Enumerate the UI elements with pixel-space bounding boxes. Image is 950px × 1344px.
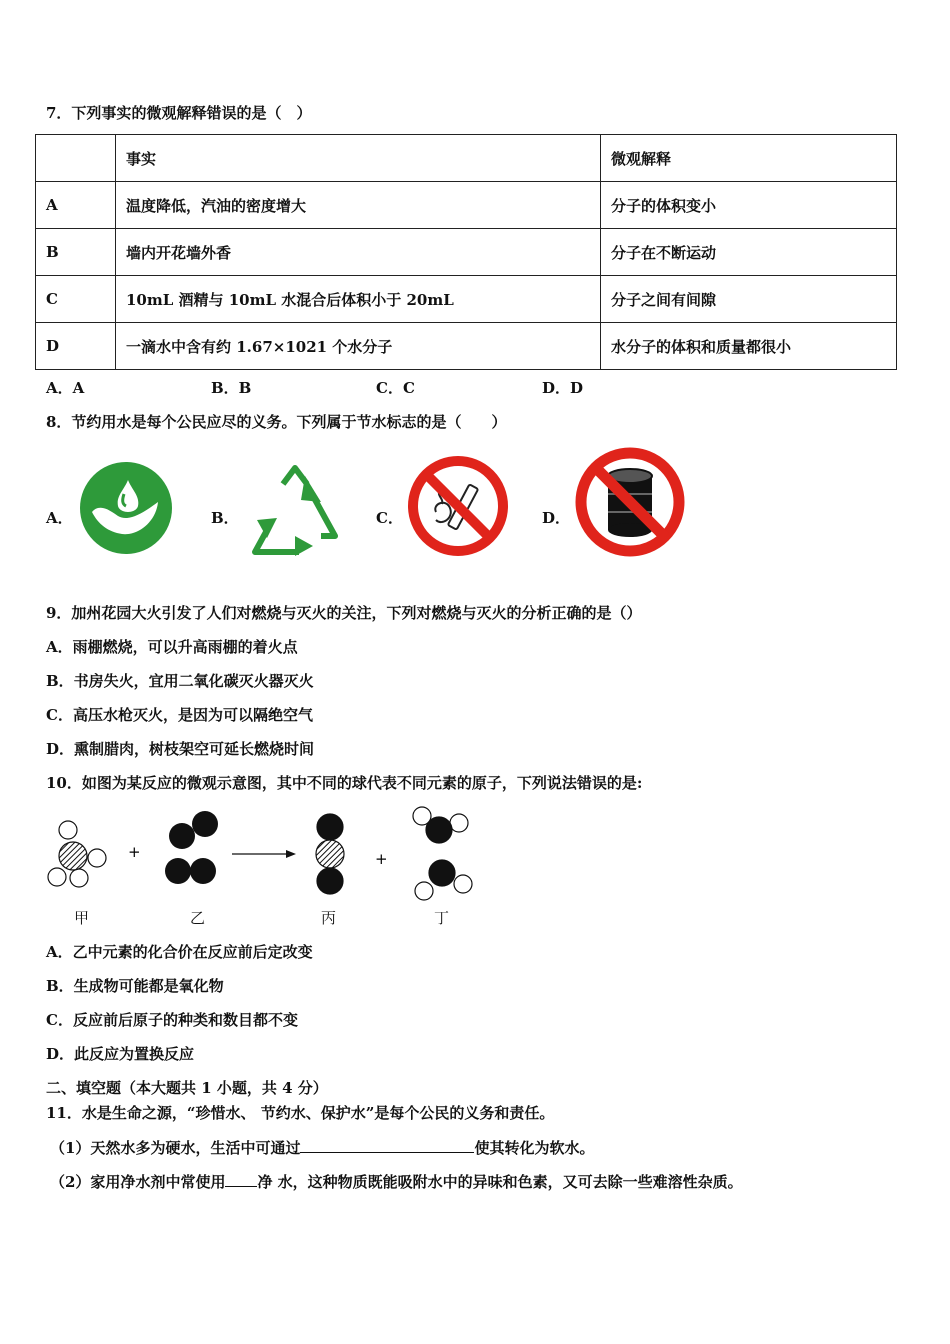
q11-stem: 11．水是生命之源，“珍惜水、 节约水、保护水”是每个公民的义务和责任。 [46,1104,555,1122]
q9-stem: 9．加州花园大火引发了人们对燃烧与灭火的关注，下列对燃烧与灭火的分析正确的是（） [46,604,642,622]
table-cell: A [36,182,116,229]
table-cell: 温度降低，汽油的密度增大 [116,182,601,229]
answer-blank-1[interactable] [300,1138,474,1153]
molecule-bing [316,814,344,894]
molecule-ding [413,807,472,900]
q10-stem: 10．如图为某反应的微观示意图，其中不同的球代表不同元素的原子，下列说法错误的是: [46,774,643,792]
q9-option-b: B．书房失火，宜用二氧化碳灭火器灭火 [46,672,314,690]
q8-stem: 8．节约用水是每个公民应尽的义务。下列属于节水标志的是（ ） [46,413,507,431]
q8-option-b: B． [211,509,239,527]
q8-option-c: C． [376,509,403,527]
label-jia: 甲 [74,909,90,927]
answer-blank-2[interactable] [225,1172,257,1187]
q9-option-d: D．熏制腊肉，树枝架空可延长燃烧时间 [46,740,315,758]
plus-sign: + [128,843,141,861]
table-cell: 微观解释 [601,135,897,182]
q11-part2 [50,1171,743,1192]
table-cell: 墙内开花墙外香 [116,229,601,276]
q11-part2-before: （2）家用净水剂中常使用 [50,1173,226,1191]
table-cell: 分子的体积变小 [601,182,897,229]
table-cell: 一滴水中含有约 1.67×1021 个水分子 [116,323,601,370]
label-bing: 丙 [321,909,337,927]
table-cell: B [36,229,116,276]
section-title: 二、填空题（本大题共 1 小题，共 4 分） [46,1079,328,1097]
table-cell: 10mL 酒精与 10mL 水混合后体积小于 20mL [116,276,601,323]
q10-option-d: D．此反应为置换反应 [46,1045,195,1063]
table-cell: 水分子的体积和质量都很小 [601,323,897,370]
q7-stem: 7．下列事实的微观解释错误的是（ ） [46,104,312,122]
plus-sign: + [375,850,388,868]
q7-option-c: C．C [376,379,415,397]
q11-part1-after: 使其转化为软水。 [474,1139,595,1157]
q10-option-c: C．反应前后原子的种类和数目都不变 [46,1011,298,1029]
table-cell: C [36,276,116,323]
table-cell: D [36,323,116,370]
reaction-arrow [232,850,296,858]
q7-option-d: D．D [542,379,584,397]
label-ding: 丁 [434,909,450,927]
q10-option-a: A．乙中元素的化合价在反应前后定改变 [46,943,313,961]
molecule-jia [48,821,106,887]
q11-part1 [50,1137,594,1158]
label-yi: 乙 [190,909,206,927]
q8-option-d: D． [542,509,571,527]
molecule-yi [165,811,218,884]
q10-option-b: B．生成物可能都是氧化物 [46,977,224,995]
table-cell: 事实 [116,135,601,182]
q11-part1-before: （1）天然水多为硬水，生活中可通过 [50,1139,301,1157]
table-cell: 分子在不断运动 [601,229,897,276]
q9-option-a: A．雨棚燃烧，可以升高雨棚的着火点 [46,638,298,656]
q8-option-a: A． [46,509,73,527]
q7-option-b: B．B [211,379,252,397]
q11-part2-after: 净 水，这种物质既能吸附水中的异味和色素，又可去除一些难溶性杂质。 [257,1173,743,1191]
q7-option-a: A．A [46,379,85,397]
table-cell: 分子之间有间隙 [601,276,897,323]
q9-option-c: C．高压水枪灭火，是因为可以隔绝空气 [46,706,313,724]
